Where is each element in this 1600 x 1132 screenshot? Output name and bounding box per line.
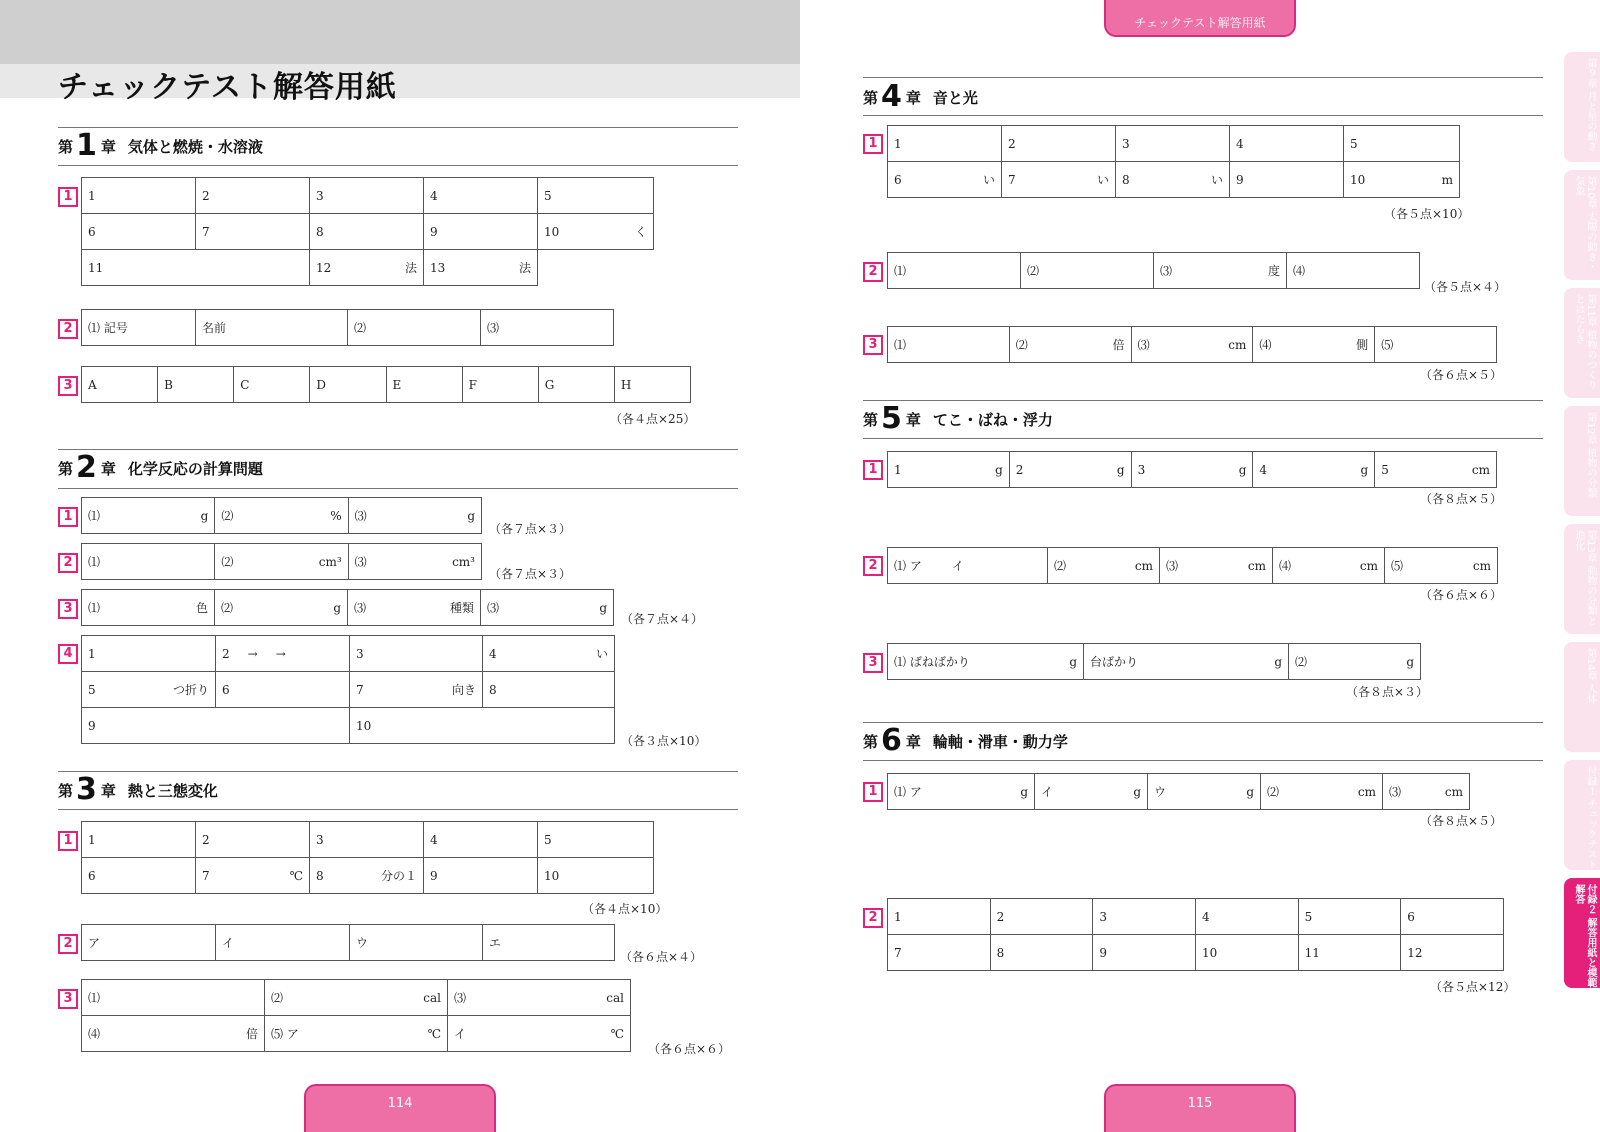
answer-cell[interactable]: 9	[1230, 162, 1344, 198]
question-number: 3	[58, 599, 78, 619]
answer-cell[interactable]: 2 → →	[216, 636, 350, 672]
answer-cell[interactable]: ウ g	[1148, 774, 1261, 810]
score-note: （各４点×25）	[610, 412, 696, 426]
score-note: （各４点×10）	[582, 902, 668, 916]
answer-cell[interactable]: 4	[424, 822, 538, 858]
score-note: （各６点×６）	[1420, 588, 1503, 602]
side-tab-chapter-12[interactable]: 第12章 植物の分類	[1564, 406, 1600, 516]
question-number: 2	[58, 934, 78, 954]
answer-cell[interactable]: 11	[82, 250, 310, 286]
answer-cell[interactable]: ⑶ cal	[448, 980, 631, 1016]
answer-cell[interactable]: ⑴ 記号	[82, 310, 196, 346]
rule	[58, 165, 738, 166]
score-note: （各６点×６）	[648, 1042, 731, 1056]
answer-cell[interactable]: 5	[1298, 899, 1401, 935]
answer-cell[interactable]: ⑷ 倍	[82, 1016, 265, 1052]
question-number: 3	[863, 653, 883, 673]
score-note: （各６点×５）	[1420, 368, 1503, 382]
answer-cell[interactable]: エ	[483, 925, 615, 961]
answer-cell[interactable]: ⑶	[481, 310, 614, 346]
answer-cell[interactable]: ⑵	[1021, 253, 1154, 289]
answer-cell[interactable]: F	[462, 367, 538, 403]
score-note: （各７点×４）	[621, 612, 704, 626]
answer-cell[interactable]: ⑵ %	[215, 498, 348, 534]
rule	[863, 115, 1543, 116]
page-number-left: 114	[304, 1084, 496, 1132]
answer-cell[interactable]: 6	[1401, 899, 1504, 935]
answer-cell[interactable]: 11	[1298, 935, 1401, 971]
answer-cell[interactable]: 8 い	[1116, 162, 1230, 198]
answer-cell[interactable]: 6 い	[888, 162, 1002, 198]
side-tab-chapter-10[interactable]: 第10章 太陽の動き・気象	[1564, 170, 1600, 280]
score-note: （各７点×３）	[489, 567, 572, 581]
answer-cell[interactable]: 4	[424, 178, 538, 214]
answer-cell[interactable]: ⑶ cm	[1383, 774, 1470, 810]
side-tab-chapter-14[interactable]: 第14章 人体	[1564, 642, 1600, 752]
answer-cell[interactable]: ⑶ 種類	[348, 590, 481, 626]
answer-cell[interactable]: 4	[1195, 899, 1298, 935]
score-note: （各８点×５）	[1420, 492, 1503, 506]
answer-cell[interactable]: 5	[1344, 126, 1460, 162]
answer-cell[interactable]: 8 分の１	[310, 858, 424, 894]
answer-cell[interactable]: ⑸	[1375, 327, 1497, 363]
answer-cell[interactable]: ⑶ g	[481, 590, 614, 626]
answer-cell[interactable]: 5	[538, 178, 654, 214]
score-note: （各８点×５）	[1420, 814, 1503, 828]
question-number: 3	[863, 335, 883, 355]
answer-cell[interactable]: 10	[538, 858, 654, 894]
score-note: （各５点×10）	[1384, 207, 1470, 221]
question-number: 3	[58, 989, 78, 1009]
answer-cell[interactable]: 3	[350, 636, 483, 672]
answer-table-c3-q1	[81, 821, 654, 894]
rule	[58, 809, 738, 810]
question-number: 3	[58, 376, 78, 396]
answer-cell[interactable]: 4 g	[1253, 452, 1375, 488]
page-title: チェックテスト解答用紙	[58, 70, 397, 105]
answer-cell[interactable]: 12	[1401, 935, 1504, 971]
answer-cell[interactable]: ⑷ 側	[1253, 327, 1375, 363]
side-tab-chapter-13[interactable]: 第13章 動物の分類と進化	[1564, 524, 1600, 634]
answer-cell[interactable]: 5 つ折り	[82, 672, 216, 708]
answer-cell[interactable]: C	[234, 367, 310, 403]
answer-cell[interactable]: 1	[888, 899, 991, 935]
answer-cell[interactable]: ア	[82, 925, 216, 961]
answer-cell[interactable]: 名前	[196, 310, 348, 346]
answer-table-c6-q2	[887, 898, 1504, 971]
answer-cell[interactable]: ⑸ cm	[1385, 548, 1498, 584]
answer-cell[interactable]: 3	[1093, 899, 1196, 935]
chapter-heading-1: 第 1 章 気体と燃焼・水溶液	[58, 128, 263, 163]
answer-cell[interactable]: 7 ℃	[196, 858, 310, 894]
side-tab-appendix-1[interactable]: 付録１ チェックテスト	[1564, 760, 1600, 870]
answer-cell[interactable]: ⑷	[1287, 253, 1420, 289]
answer-table-c2-q1	[81, 497, 482, 534]
answer-cell[interactable]: 4	[1230, 126, 1344, 162]
chapter-heading-3: 第 3 章 熱と三態変化	[58, 772, 218, 807]
answer-cell[interactable]: 10	[350, 708, 615, 744]
answer-cell[interactable]: G	[538, 367, 614, 403]
answer-table-c4-q2	[887, 252, 1420, 289]
answer-table-c1-q3	[81, 366, 691, 403]
answer-cell[interactable]: 6	[82, 858, 196, 894]
answer-cell[interactable]: 10 m	[1344, 162, 1460, 198]
answer-cell[interactable]: 5	[538, 822, 654, 858]
answer-table-c2-q2	[81, 543, 482, 580]
answer-table-c5-q3	[887, 643, 1421, 680]
answer-cell[interactable]: 2	[196, 822, 310, 858]
answer-cell[interactable]: ⑴ ばねばかり g	[888, 644, 1084, 680]
answer-cell[interactable]: ⑵ g	[1289, 644, 1421, 680]
answer-cell[interactable]: ⑶ cm	[1160, 548, 1273, 584]
answer-cell[interactable]: 3	[1116, 126, 1230, 162]
answer-cell[interactable]: 4 い	[483, 636, 615, 672]
score-note: （各８点×３）	[1346, 685, 1429, 699]
answer-cell[interactable]: 8	[310, 214, 424, 250]
answer-table-c2-q4	[81, 635, 615, 744]
answer-table-c5-q2	[887, 547, 1498, 584]
answer-cell[interactable]: 1	[82, 822, 196, 858]
answer-cell[interactable]: ⑶ g	[348, 498, 481, 534]
answer-cell[interactable]: 6	[82, 214, 196, 250]
chapter-heading-4: 第 4 章 音と光	[863, 79, 978, 114]
answer-cell[interactable]: 1	[82, 636, 216, 672]
answer-cell[interactable]: 8	[483, 672, 615, 708]
answer-cell[interactable]: ⑵ cm	[1261, 774, 1383, 810]
answer-cell[interactable]: ⑴ ア イ	[888, 548, 1048, 584]
rule	[58, 488, 738, 489]
chapter-heading-6: 第 6 章 輪軸・滑車・動力学	[863, 723, 1068, 758]
header-tab: チェックテスト解答用紙	[1104, 0, 1296, 37]
score-note: （各７点×３）	[489, 522, 572, 536]
answer-table-c1-q2	[81, 309, 614, 346]
answer-table-c1-q1	[81, 177, 654, 286]
side-tab-chapter-11[interactable]: 第11章 植物のつくりとはたらき	[1564, 288, 1600, 398]
answer-table-c4-q1	[887, 125, 1460, 198]
side-tab-chapter-9[interactable]: 第９章 月と星の動き	[1564, 52, 1600, 162]
question-number: 1	[58, 831, 78, 851]
answer-cell[interactable]: 9	[1093, 935, 1196, 971]
question-number: 1	[58, 187, 78, 207]
rule	[863, 77, 1543, 78]
answer-cell[interactable]: 13 法	[424, 250, 538, 286]
answer-cell[interactable]: ⑵ cm	[1048, 548, 1160, 584]
question-number: 2	[863, 262, 883, 282]
answer-cell[interactable]: D	[310, 367, 386, 403]
answer-cell[interactable]: イ	[216, 925, 350, 961]
answer-cell[interactable]: 7 向き	[350, 672, 483, 708]
page-number-right: 115	[1104, 1084, 1296, 1132]
question-number: 2	[58, 553, 78, 573]
answer-cell[interactable]: ⑶ cm	[1131, 327, 1253, 363]
answer-cell[interactable]: E	[386, 367, 462, 403]
answer-cell[interactable]: ⑴ g	[82, 498, 215, 534]
answer-cell[interactable]: イ g	[1035, 774, 1148, 810]
answer-cell[interactable]: A	[82, 367, 158, 403]
answer-cell[interactable]: ⑴	[888, 253, 1021, 289]
answer-cell[interactable]: 2 g	[1009, 452, 1131, 488]
side-tab-appendix-2[interactable]: 付録２ 解答用紙と模範解答	[1564, 878, 1600, 988]
answer-cell[interactable]: 9	[82, 708, 350, 744]
answer-cell[interactable]: 7 い	[1002, 162, 1116, 198]
score-note: （各６点×４）	[620, 950, 703, 964]
answer-table-c3-q2	[81, 924, 615, 961]
answer-cell[interactable]: 1	[82, 178, 196, 214]
answer-cell[interactable]: B	[158, 367, 234, 403]
answer-table-c6-q1	[887, 773, 1470, 810]
answer-cell[interactable]: 台ばかり g	[1084, 644, 1289, 680]
answer-cell[interactable]: ⑵ cal	[265, 980, 448, 1016]
answer-cell[interactable]: 12 法	[310, 250, 424, 286]
answer-table-c5-q1	[887, 451, 1497, 488]
answer-cell[interactable]: 6	[216, 672, 350, 708]
question-number: 2	[58, 319, 78, 339]
answer-cell[interactable]: ⑶ cm³	[348, 544, 481, 580]
answer-cell[interactable]: 9	[424, 214, 538, 250]
question-number: 4	[58, 644, 78, 664]
answer-cell[interactable]: 5 cm	[1375, 452, 1497, 488]
chapter-heading-2: 第 2 章 化学反応の計算問題	[58, 450, 263, 485]
answer-cell[interactable]: 1	[888, 126, 1002, 162]
rule	[863, 438, 1543, 439]
question-number: 2	[863, 556, 883, 576]
answer-cell[interactable]: 3 g	[1131, 452, 1253, 488]
answer-table-c4-q3	[887, 326, 1497, 363]
answer-table-c3-q3	[81, 979, 631, 1052]
answer-cell[interactable]: 7	[888, 935, 991, 971]
answer-cell[interactable]: 2	[1002, 126, 1116, 162]
answer-cell[interactable]: ⑵ cm³	[215, 544, 348, 580]
answer-table-c2-q3	[81, 589, 614, 626]
answer-cell[interactable]: 8	[990, 935, 1093, 971]
answer-cell[interactable]: ウ	[350, 925, 483, 961]
answer-cell[interactable]: イ ℃	[448, 1016, 631, 1052]
question-number: 1	[863, 782, 883, 802]
answer-cell[interactable]: ⑷ cm	[1273, 548, 1385, 584]
top-gray-bar	[0, 0, 800, 64]
answer-cell[interactable]: ⑴	[82, 544, 215, 580]
score-note: （各５点×12）	[1430, 980, 1516, 994]
answer-cell[interactable]: 3	[310, 178, 424, 214]
answer-cell[interactable]: H	[614, 367, 690, 403]
question-number: 1	[863, 460, 883, 480]
answer-cell[interactable]: 10	[1195, 935, 1298, 971]
answer-cell[interactable]: ⑴	[82, 980, 265, 1016]
answer-cell[interactable]: 1 g	[888, 452, 1010, 488]
answer-cell[interactable]: ⑵ g	[215, 590, 348, 626]
score-note: （各５点×４）	[1424, 280, 1507, 294]
answer-cell[interactable]: 2	[196, 178, 310, 214]
answer-cell[interactable]: ⑴ 色	[82, 590, 215, 626]
answer-cell[interactable]: 7	[196, 214, 310, 250]
question-number: 2	[863, 908, 883, 928]
score-note: （各３点×10）	[621, 734, 707, 748]
answer-cell[interactable]: ⑴ ア g	[888, 774, 1035, 810]
question-number: 1	[58, 507, 78, 527]
answer-cell[interactable]: 9	[424, 858, 538, 894]
answer-cell[interactable]: ⑸ ア ℃	[265, 1016, 448, 1052]
answer-cell[interactable]: ⑴	[888, 327, 1010, 363]
rule	[863, 760, 1543, 761]
answer-cell[interactable]: 3	[310, 822, 424, 858]
answer-cell[interactable]: 2	[990, 899, 1093, 935]
answer-cell[interactable]: ⑵	[348, 310, 481, 346]
question-number: 1	[863, 134, 883, 154]
answer-cell[interactable]: 10 く	[538, 214, 654, 250]
chapter-heading-5: 第 5 章 てこ・ばね・浮力	[863, 401, 1053, 436]
answer-cell[interactable]: ⑶ 度	[1154, 253, 1287, 289]
answer-cell[interactable]: ⑵ 倍	[1009, 327, 1131, 363]
